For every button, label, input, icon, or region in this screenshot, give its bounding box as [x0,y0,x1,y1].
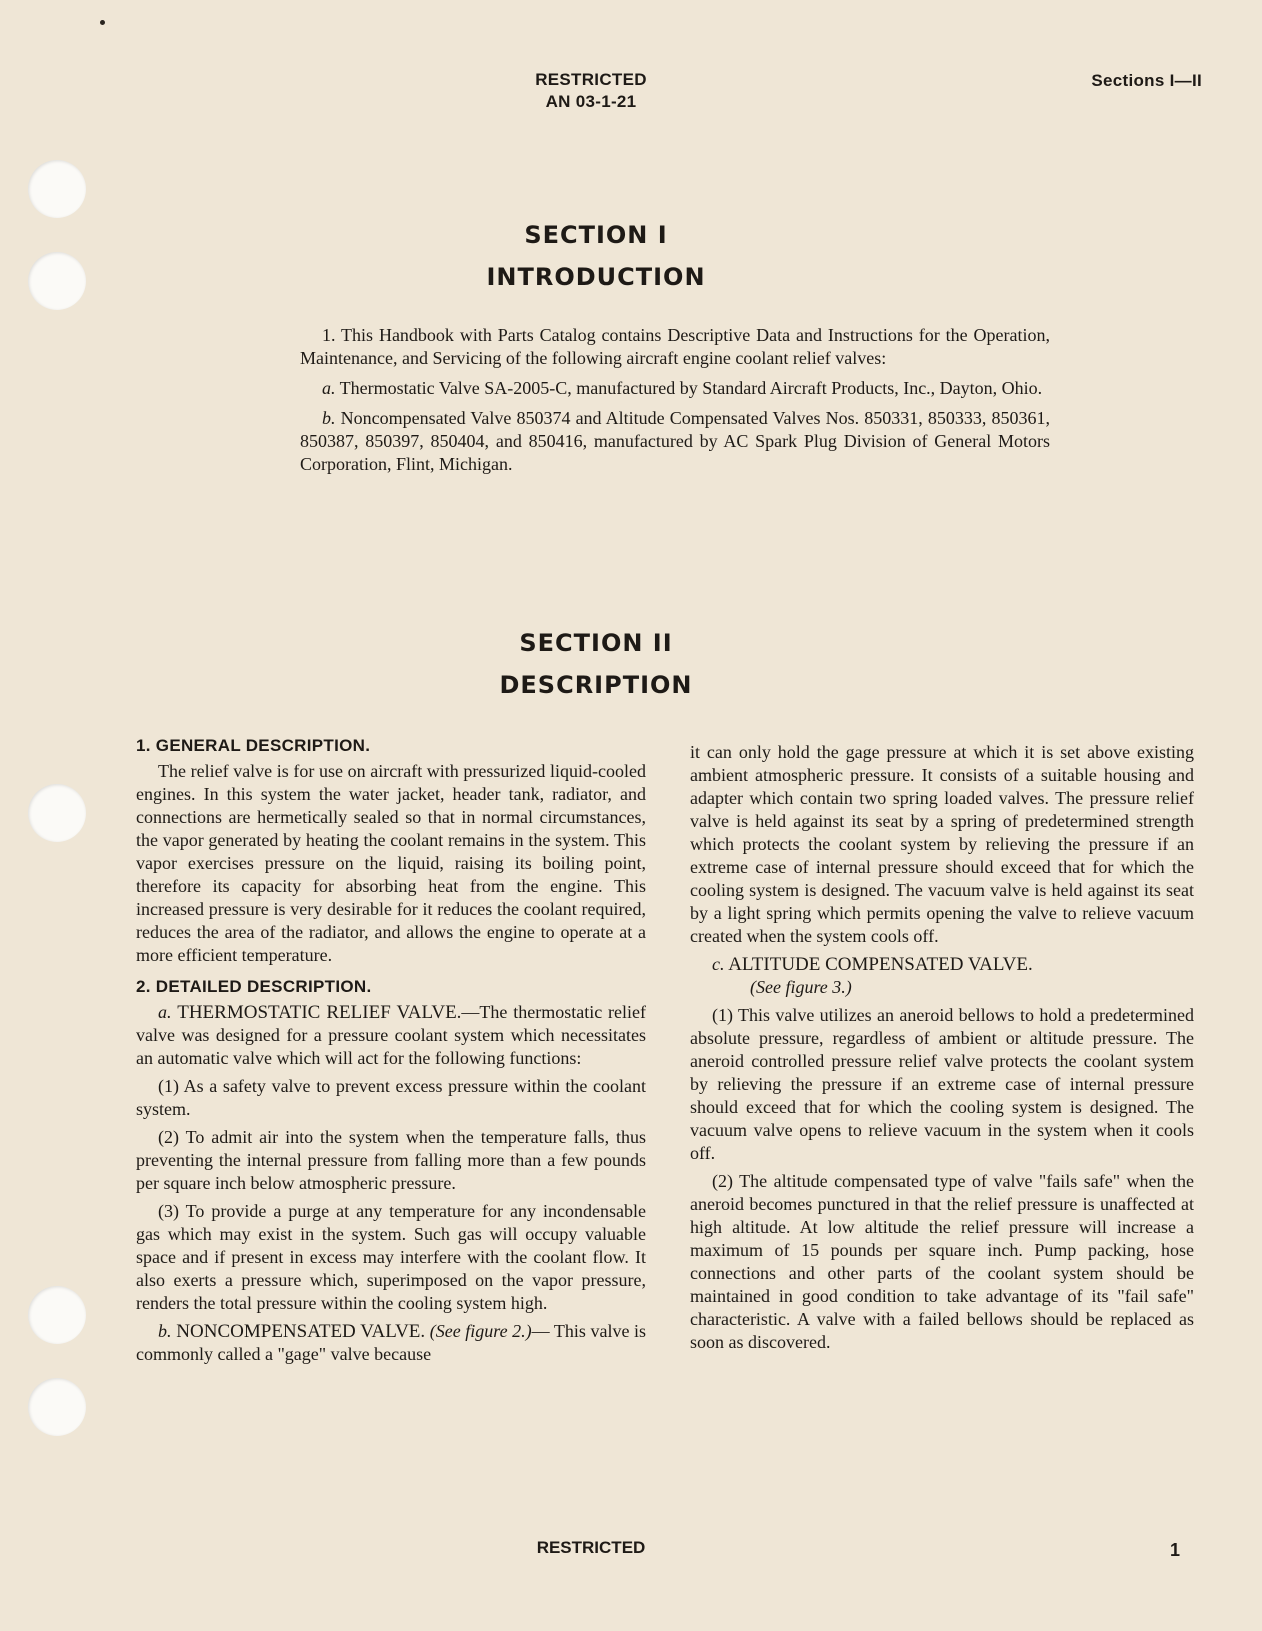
altitude-valve-figure-ref [690,976,1194,999]
altitude-valve-2: (2) The altitude compensated type of valve "fails safe" when the aneroid becomes punctured in that the relief pressure is unaffected at high altitude. At low altitude the relief pressure will increase a maximum of 15 pounds per square inch. Pump packing, hose connections and other parts of the coolant system should be maintained in good condition to take advantage of its "fail safe" characteristic. A valve with a failed bellows should be replaced as soon as discovered. [690,1171,1194,1352]
noncompensated-valve-paragraph [136,1320,646,1366]
item-letter: c. [712,954,725,974]
page-header [0,69,1262,113]
binder-hole [28,1286,86,1344]
altitude-valve-1: (1) This valve utilizes an aneroid bellows to hold a predetermined absolute pressure, regardless of ambient or altitude pressure. The aneroid controlled pressure relief valve protects the coolant system by relieving the pressure if an extreme case of internal pressure should exceed that for which the cooling system is designed. The vacuum valve opens to relieve vacuum in the system when it cools off. [690,1005,1194,1163]
right-column [690,741,1194,1359]
intro-paragraph: 1. This Handbook with Parts Catalog contains Descriptive Data and Instructions for the Operation, Maintenance, and Servicing of the following aircraft engine coolant relief valves: [300,325,1050,368]
intro-item-b [300,407,1050,476]
function-2: (2) To admit air into the system when the temperature falls, thus preventing the internal pressure from falling more than a few pounds per square inch below atmospheric pressure. [136,1127,646,1193]
item-letter: b. [322,408,336,428]
header-classification: RESTRICTED [535,70,647,89]
section-2-number: SECTION II [519,629,673,657]
function-1: (1) As a safety valve to prevent excess pressure within the coolant system. [136,1076,646,1119]
thermostatic-valve-text: —The thermostatic relief valve was designed for a pressure coolant system which necessitates an automatic valve which will act for the following functions: [136,1002,646,1068]
general-description-heading: 1. GENERAL DESCRIPTION. [136,736,371,755]
header-doc-number: AN 03-1-21 [545,92,637,111]
margin-mark [100,20,105,25]
section-2-title: DESCRIPTION [499,671,693,699]
binder-hole [28,1378,86,1436]
item-text: Noncompensated Valve 850374 and Altitude Compensated Valves Nos. 850331, 850333, 850361, 850387, 850397, 850404, and 850416, manufactured by AC Spark Plug Division of General Motors Corporation, Flint, Michigan. [300,408,1050,474]
item-text: Thermostatic Valve SA-2005-C, manufactured by Standard Aircraft Products, Inc., Dayton, Ohio. [335,378,1043,398]
thermostatic-valve-paragraph [136,1001,646,1070]
left-column [136,734,646,1371]
header-sections: Sections I—II [1091,71,1202,90]
thermostatic-valve-title: THERMOSTATIC RELIEF VALVE. [171,1002,462,1023]
noncompensated-valve-text: — This valve is commonly called a "gage" valve because [136,1321,646,1364]
binder-hole [28,784,86,842]
section-1-title: INTRODUCTION [486,263,706,291]
altitude-valve-heading [690,953,1194,976]
section-1-number: SECTION I [524,221,668,249]
noncompensated-valve-continued: it can only hold the gage pressure at which it is set above existing ambient atmospheric pressure. It consists of a suitable housing and adapter which contain two spring loaded valves. The pressure relief valve is held against its seat by a spring of predetermined strength which protects the coolant system by relieving the pressure if an extreme case of internal pressure should exceed that for which the cooling system is designed. The vacuum valve is held against its seat by a light spring which permits opening the valve to relieve vacuum created when the system cools off. [690,742,1194,946]
page-number: 1 [1169,1540,1180,1560]
item-letter: a. [158,1002,172,1022]
section-2-heading [0,622,1262,706]
item-letter: b. [158,1321,172,1341]
general-description-text: The relief valve is for use on aircraft with pressurized liquid-cooled engines. In this system the water jacket, header tank, radiator, and connections are hermetically sealed so that in normal circumstances, the vapor generated by heating the coolant remains in the system. This vapor exercises pressure on the liquid, raising its boiling point, therefore its capacity for absorbing heat from the engine. This increased pressure is very desirable for it reduces the coolant required, reduces the area of the radiator, and allows the engine to operate at a more efficient temperature. [136,761,646,965]
figure-reference: (See figure 3.) [750,977,852,997]
intro-item-a [300,377,1050,400]
noncompensated-valve-title: NONCOMPENSATED VALVE. [171,1321,426,1342]
binder-hole [28,160,86,218]
function-3: (3) To provide a purge at any temperature for any incondensable gas which may exist in the system. Such gas will occupy valuable space and if present in excess may interfere with the coolant flow. It also exerts a pressure which, superimposed on the vapor pressure, renders the total pressure within the cooling system high. [136,1201,646,1313]
item-letter: a. [322,378,336,398]
introduction-body [300,324,1050,483]
altitude-valve-title: ALTITUDE COMPENSATED VALVE. [724,954,1033,975]
footer-classification: RESTRICTED [536,1538,646,1557]
figure-reference: (See figure 2.) [425,1321,532,1341]
section-1-heading [0,214,1262,298]
detailed-description-heading: 2. DETAILED DESCRIPTION. [136,977,372,996]
